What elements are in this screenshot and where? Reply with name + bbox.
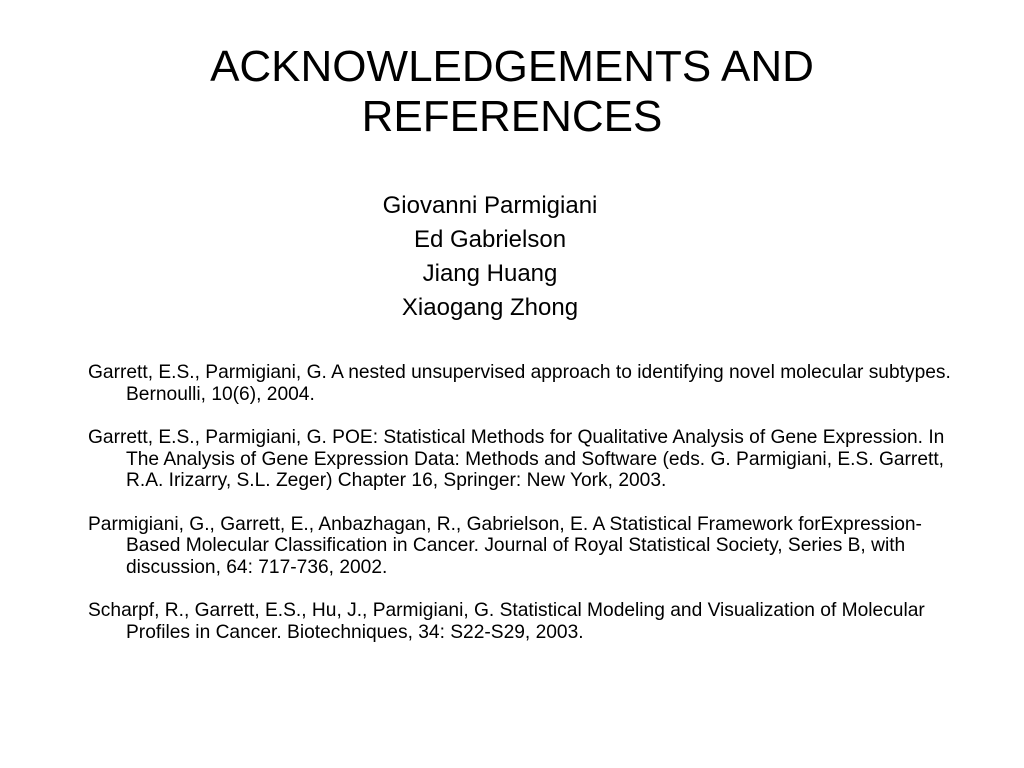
author-name: Ed Gabrielson (413, 226, 567, 253)
reference-item: Scharpf, R., Garrett, E.S., Hu, J., Parmigiani, G. Statistical Modeling and Visualization of Molecular Profiles in Cancer. Biotechniques, 34: S22-S29, 2003. (88, 600, 925, 643)
author-name: Giovanni Parmigiani (382, 192, 598, 219)
reference-item: Garrett, E.S., Parmigiani, G. A nested unsupervised approach to identifying novel molecular subtypes. Bernoulli, 10(6), 2004. (88, 362, 951, 405)
reference-item: Parmigiani, G., Garrett, E., Anbazhagan, R., Gabrielson, E. A Statistical Framework forExpression-Based Molecular Classification in Cancer. Journal of Royal Statistical Society, Series B, with discussion, 64: 717-736, 2002. (88, 513, 922, 578)
slide-title: ACKNOWLEDGEMENTS AND REFERENCES (210, 42, 814, 141)
author-list (290, 189, 690, 325)
reference-item: Garrett, E.S., Parmigiani, G. POE: Statistical Methods for Qualitative Analysis of Gene Expression. In The Analysis of Gene Expression Data: Methods and Software (eds. G. Parmigiani, E.S. Garrett, R.A. Irizarry, S.L. Zeger) Chapter 16, Springer: New York, 2003. (88, 427, 945, 491)
author-name: Xiaogang Zhong (401, 294, 579, 321)
reference-list (88, 362, 968, 665)
author-name: Jiang Huang (422, 260, 558, 287)
